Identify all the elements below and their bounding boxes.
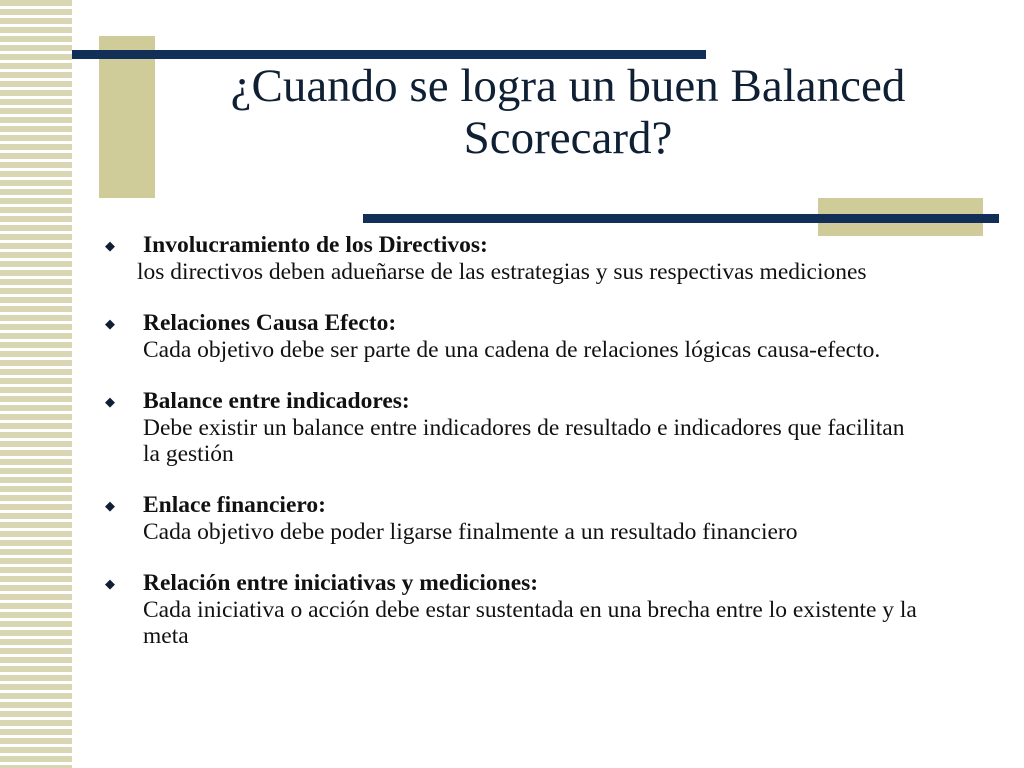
item-heading-row <box>104 570 1004 597</box>
slide-title: ¿Cuando se logra un buen Balanced Scorecard? <box>230 60 906 164</box>
item-heading: Involucramiento de los Directivos: <box>143 232 488 258</box>
item-heading-row <box>104 388 1004 415</box>
item-heading-row <box>104 492 1004 519</box>
item-heading-row <box>104 310 1004 337</box>
diamond-bullet-icon: ◆ <box>105 316 115 331</box>
title-accent-line <box>72 50 706 59</box>
diamond-bullet-icon: ◆ <box>105 576 115 591</box>
diamond-bullet-icon: ◆ <box>105 498 115 513</box>
list-item <box>104 492 1004 545</box>
title-accent-block <box>99 36 155 198</box>
list-item <box>104 388 1004 467</box>
item-heading: Enlace financiero: <box>143 492 326 518</box>
diamond-bullet-icon: ◆ <box>105 394 115 409</box>
item-heading: Balance entre indicadores: <box>143 388 410 414</box>
item-body: los directivos deben adueñarse de las estrategias y sus respectivas mediciones <box>137 259 867 285</box>
diamond-bullet-icon: ◆ <box>105 238 115 253</box>
item-body: Debe existir un balance entre indicadores de resultado e indicadores que facilitan la gestión <box>143 415 905 467</box>
item-heading: Relaciones Causa Efecto: <box>143 310 397 336</box>
list-item <box>104 310 1004 363</box>
item-body: Cada objetivo debe poder ligarse finalmente a un resultado financiero <box>143 519 798 545</box>
list-item <box>104 232 1004 285</box>
separator-line <box>363 214 999 223</box>
decorative-stripes <box>0 0 72 768</box>
list-item <box>104 570 1004 649</box>
bullet-list <box>104 232 1004 674</box>
item-heading: Relación entre iniciativas y mediciones: <box>143 570 539 596</box>
item-body: Cada iniciativa o acción debe estar sustentada en una brecha entre lo existente y la meta <box>143 597 917 649</box>
item-heading-row <box>104 232 1004 259</box>
item-body: Cada objetivo debe ser parte de una cadena de relaciones lógicas causa-efecto. <box>143 337 881 363</box>
